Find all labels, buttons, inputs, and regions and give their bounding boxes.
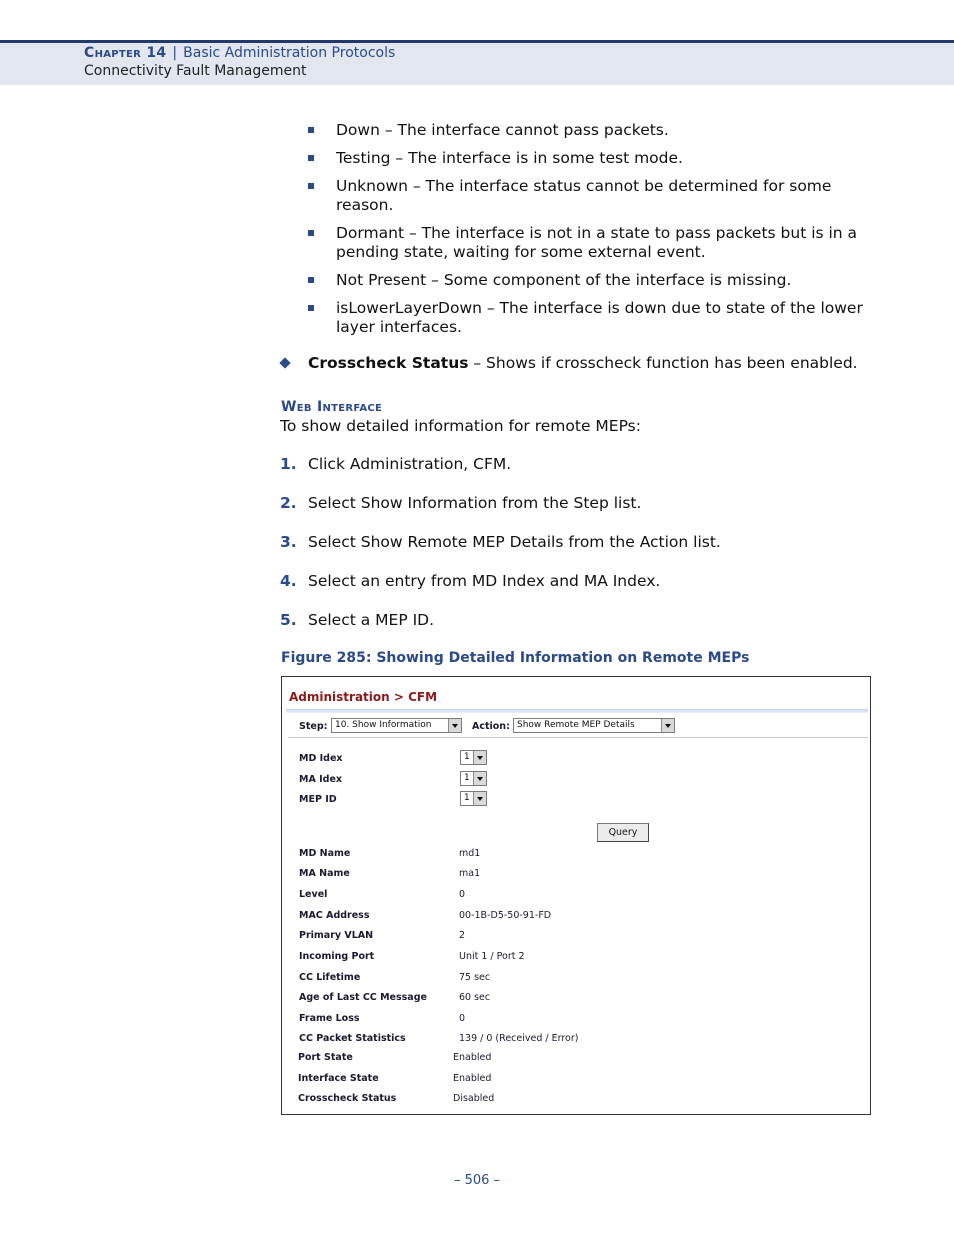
- list-item: [308, 271, 873, 290]
- step-item: [280, 494, 641, 513]
- step-select-value: 10. Show Information: [335, 720, 432, 730]
- detail-label: Incoming Port: [299, 951, 375, 962]
- diamond-bullet-icon: [279, 357, 290, 368]
- detail-value: Enabled: [453, 1052, 492, 1063]
- chevron-down-icon[interactable]: [448, 719, 461, 732]
- detail-value: 75 sec: [459, 972, 491, 983]
- page-number: – 506 –: [453, 1173, 501, 1188]
- list-item-text: Down – The interface cannot pass packets.: [336, 121, 669, 139]
- detail-label: Age of Last CC Message: [299, 992, 427, 1003]
- detail-value: Enabled: [453, 1073, 492, 1084]
- query-button[interactable]: Query: [597, 823, 649, 842]
- chapter-header: [84, 45, 395, 61]
- chevron-down-icon[interactable]: [473, 772, 486, 785]
- detail-label: Port State: [298, 1052, 353, 1063]
- detail-label: Interface State: [298, 1073, 379, 1084]
- action-select-value: Show Remote MEP Details: [517, 720, 635, 730]
- detail-value: 0: [459, 889, 466, 900]
- chevron-down-icon[interactable]: [661, 719, 674, 732]
- chapter-title: Basic Administration Protocols: [183, 45, 396, 61]
- mep-id-label: MEP ID: [299, 794, 337, 805]
- breadcrumb: Administration > CFM: [289, 690, 438, 704]
- figure-caption: Figure 285: Showing Detailed Information on Remote MEPs: [281, 650, 750, 666]
- detail-value: ma1: [459, 868, 481, 879]
- step-text: Select Show Remote MEP Details from the Action list.: [308, 533, 721, 551]
- step-number: 5.: [280, 611, 297, 629]
- md-index-value: 1: [464, 752, 470, 762]
- square-bullet-icon: [308, 305, 314, 311]
- detail-value: md1: [459, 848, 481, 859]
- action-select[interactable]: [513, 718, 675, 733]
- list-item: [308, 177, 873, 215]
- detail-value: 2: [459, 930, 466, 941]
- step-select[interactable]: [331, 718, 462, 733]
- step-number: 4.: [280, 572, 297, 590]
- title-rule: [286, 709, 868, 713]
- list-item-text: Testing – The interface is in some test mode.: [336, 149, 683, 167]
- detail-label: Frame Loss: [299, 1013, 360, 1024]
- list-item-text: isLowerLayerDown – The interface is down due to state of the lower layer interfaces.: [336, 299, 863, 336]
- square-bullet-icon: [308, 155, 314, 161]
- step-item: [280, 572, 660, 591]
- action-label: Action:: [472, 721, 510, 732]
- list-item: [308, 299, 873, 337]
- detail-label: Level: [299, 889, 328, 900]
- md-index-label: MD Idex: [299, 753, 343, 764]
- chevron-down-icon[interactable]: [473, 792, 486, 805]
- list-item: [308, 224, 873, 262]
- square-bullet-icon: [308, 127, 314, 133]
- step-text: Click Administration, CFM.: [308, 455, 512, 473]
- detail-label: CC Packet Statistics: [299, 1033, 406, 1044]
- ma-index-value: 1: [464, 773, 470, 783]
- header-separator: |: [172, 45, 178, 61]
- detail-label: MD Name: [299, 848, 351, 859]
- list-item-text: Dormant – The interface is not in a state to pass packets but is in a pending state, waiting for some external event.: [336, 224, 858, 261]
- mep-id-select[interactable]: [460, 791, 487, 806]
- chapter-number: Chapter 14: [84, 45, 167, 61]
- detail-label: CC Lifetime: [299, 972, 361, 983]
- detail-label: MA Name: [299, 868, 350, 879]
- crosscheck-desc: – Shows if crosscheck function has been enabled.: [468, 354, 858, 372]
- detail-value: 139 / 0 (Received / Error): [459, 1033, 579, 1044]
- detail-value: Disabled: [453, 1093, 495, 1104]
- detail-label: Crosscheck Status: [298, 1093, 397, 1104]
- ma-index-select[interactable]: [460, 771, 487, 786]
- step-text: Select an entry from MD Index and MA Index.: [308, 572, 661, 590]
- list-item-text: Not Present – Some component of the interface is missing.: [336, 271, 792, 289]
- detail-label: MAC Address: [299, 910, 370, 921]
- step-text: Select Show Information from the Step list.: [308, 494, 642, 512]
- step-number: 2.: [280, 494, 297, 512]
- square-bullet-icon: [308, 230, 314, 236]
- chevron-down-icon[interactable]: [473, 751, 486, 764]
- detail-value: Unit 1 / Port 2: [459, 951, 525, 962]
- ma-index-label: MA Idex: [299, 774, 343, 785]
- detail-value: 0: [459, 1013, 466, 1024]
- section-title: Connectivity Fault Management: [84, 63, 307, 79]
- step-number: 3.: [280, 533, 297, 551]
- step-text: Select a MEP ID.: [308, 611, 435, 629]
- step-item: [280, 533, 721, 552]
- detail-value: 00-1B-D5-50-91-FD: [459, 910, 552, 921]
- step-item: [280, 455, 511, 474]
- step-label: Step:: [299, 721, 328, 732]
- md-index-select[interactable]: [460, 750, 487, 765]
- cfm-screenshot: [281, 676, 871, 1115]
- detail-value: 60 sec: [459, 992, 491, 1003]
- detail-label: Primary VLAN: [299, 930, 374, 941]
- mep-id-value: 1: [464, 793, 470, 803]
- list-item: [308, 121, 873, 140]
- web-interface-heading: Web Interface: [281, 399, 383, 415]
- step-number: 1.: [280, 455, 297, 473]
- crosscheck-term: Crosscheck Status: [308, 354, 469, 372]
- list-item: [308, 149, 873, 168]
- web-interface-intro: To show detailed information for remote MEPs:: [280, 417, 641, 435]
- crosscheck-item: [280, 354, 880, 373]
- divider: [288, 737, 868, 738]
- step-item: [280, 611, 434, 630]
- square-bullet-icon: [308, 277, 314, 283]
- square-bullet-icon: [308, 183, 314, 189]
- list-item-text: Unknown – The interface status cannot be determined for some reason.: [336, 177, 832, 214]
